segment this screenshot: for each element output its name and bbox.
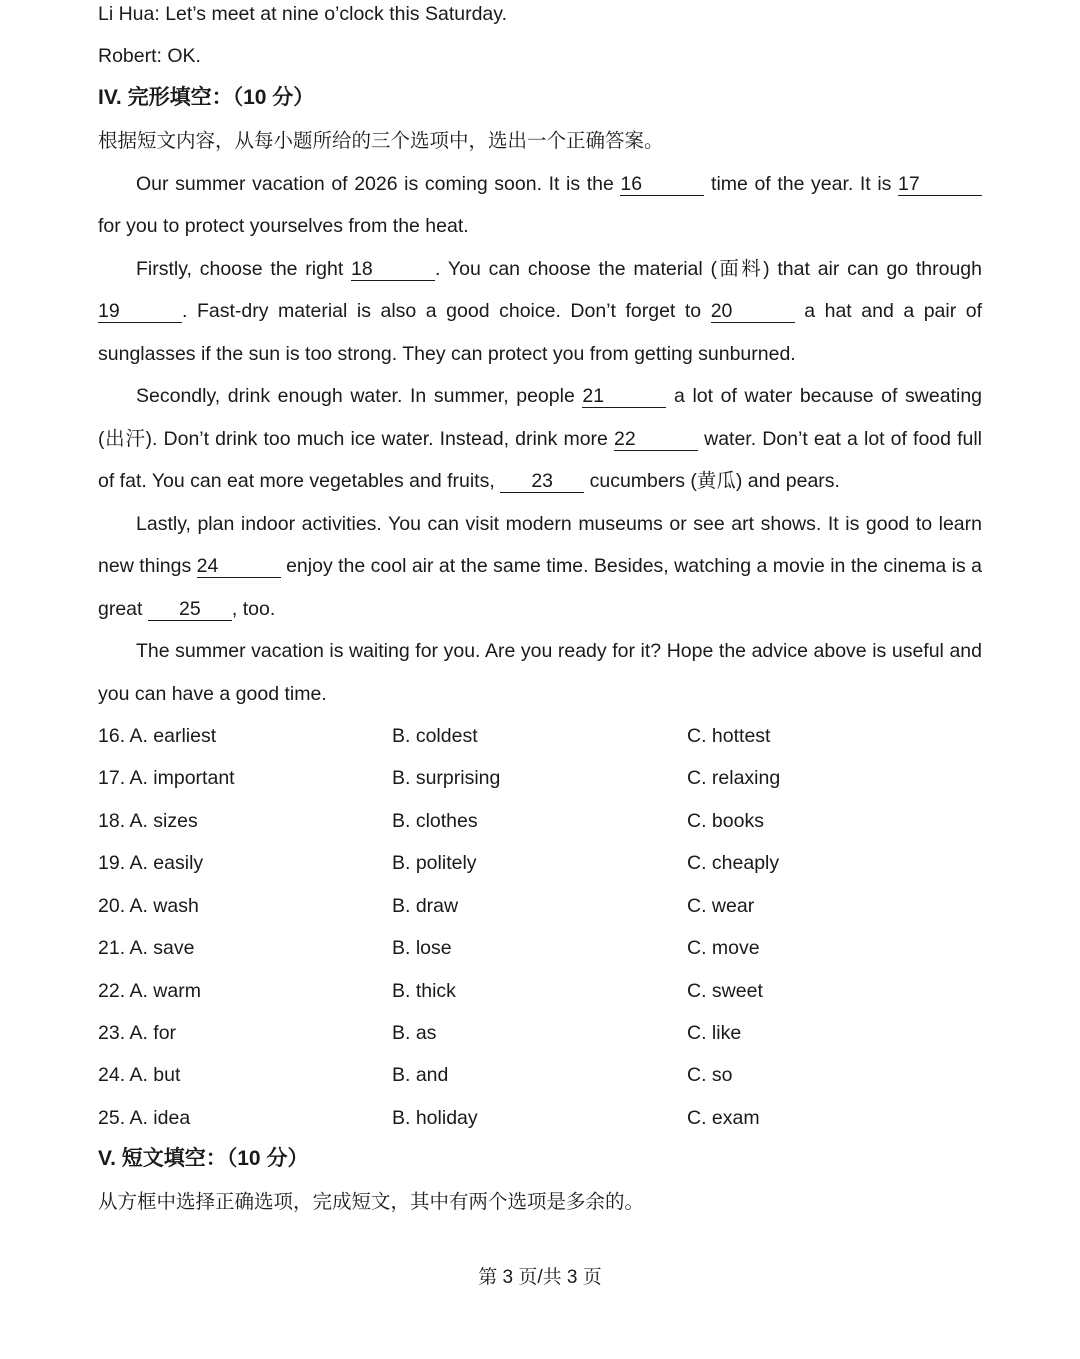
option-a: 19. A. easily (98, 852, 204, 874)
option-c: C. like (687, 1022, 742, 1044)
passage-line: for you to protect yourselves from the heat. (98, 215, 469, 237)
blank-19: 19 (98, 300, 182, 323)
option-b: B. politely (392, 852, 477, 874)
passage-line: Lastly, plan indoor activities. You can visit modern museums or see art shows. It is good to learn (136, 513, 982, 535)
option-b: B. clothes (392, 810, 478, 832)
passage-text: (出汗). Don’t drink too much ice water. Instead, drink more (98, 428, 608, 450)
option-c: C. relaxing (687, 767, 781, 789)
option-c: C. hottest (687, 725, 771, 747)
option-b: B. holiday (392, 1107, 478, 1129)
option-a: 21. A. save (98, 937, 195, 959)
passage-text: a hat and a pair of (804, 300, 983, 322)
section-iv-instruction: 根据短文内容，从每小题所给的三个选项中，选出一个正确答案。 (98, 130, 664, 152)
passage-line: you can have a good time. (98, 683, 327, 705)
passage-text: water. Don’t eat a lot of food full (704, 428, 983, 450)
section-v-heading: V. 短文填空：（10 分） (98, 1147, 309, 1170)
passage-text: . Fast-dry material is also a good choice. Don’t forget to (182, 300, 702, 322)
option-b: B. coldest (392, 725, 478, 747)
passage-text: time of the year. It is (711, 173, 892, 195)
blank-23: 23 (500, 470, 584, 493)
section-iv-heading: IV. 完形填空：（10 分） (98, 86, 315, 109)
passage-line (136, 171, 982, 197)
option-c: C. sweet (687, 980, 763, 1002)
option-c: C. wear (687, 895, 755, 917)
passage-line (98, 596, 275, 622)
passage-line (98, 553, 982, 579)
option-b: B. lose (392, 937, 452, 959)
blank-18: 18 (351, 258, 435, 281)
option-a: 23. A. for (98, 1022, 177, 1044)
option-a: 22. A. warm (98, 980, 201, 1002)
blank-22: 22 (614, 428, 698, 451)
passage-text: a lot of water because of sweating (674, 385, 983, 407)
passage-text: enjoy the cool air at the same time. Besides, watching a movie in the cinema is a (286, 555, 982, 577)
passage-line (98, 426, 982, 452)
passage-text: Secondly, drink enough water. In summer, people (136, 385, 575, 407)
passage-text: cucumbers (黄瓜) and pears. (589, 470, 840, 492)
option-c: C. cheaply (687, 852, 780, 874)
passage-line (98, 468, 840, 494)
blank-21: 21 (582, 385, 666, 408)
blank-25: 25 (148, 598, 232, 621)
option-a: 18. A. sizes (98, 810, 198, 832)
option-c: C. books (687, 810, 764, 832)
option-a: 16. A. earliest (98, 725, 217, 747)
blank-24: 24 (197, 555, 281, 578)
passage-text: , too. (231, 598, 276, 620)
section-v-instruction: 从方框中选择正确选项，完成短文，其中有两个选项是多余的。 (98, 1191, 645, 1213)
blank-17: 17 (898, 173, 982, 196)
option-b: B. and (392, 1064, 449, 1086)
passage-text: . You can choose the material (面料) that air can go through (435, 258, 982, 280)
passage-line: sunglasses if the sun is too strong. They can protect you from getting sunburned. (98, 343, 796, 365)
option-c: C. move (687, 937, 760, 959)
page-number-footer: 第 3 页/共 3 页 (478, 1267, 602, 1288)
option-a: 25. A. idea (98, 1107, 191, 1129)
option-b: B. draw (392, 895, 459, 917)
passage-line (136, 256, 982, 282)
passage-line (98, 298, 982, 324)
blank-20: 20 (711, 300, 795, 323)
blank-16: 16 (620, 173, 704, 196)
option-a: 20. A. wash (98, 895, 199, 917)
option-b: B. thick (392, 980, 456, 1002)
passage-text: new things (98, 555, 192, 577)
passage-line: The summer vacation is waiting for you. Are you ready for it? Hope the advice above is useful and (136, 640, 982, 662)
passage-text: Firstly, choose the right (136, 258, 344, 280)
option-c: C. exam (687, 1107, 760, 1129)
passage-text: of fat. You can eat more vegetables and fruits, (98, 470, 495, 492)
option-b: B. surprising (392, 767, 501, 789)
option-a: 17. A. important (98, 767, 235, 789)
dialogue-line-li-hua: Li Hua: Let’s meet at nine o’clock this Saturday. (98, 3, 507, 25)
passage-line (136, 383, 982, 409)
option-b: B. as (392, 1022, 437, 1044)
option-c: C. so (687, 1064, 733, 1086)
passage-text: great (98, 598, 143, 620)
option-a: 24. A. but (98, 1064, 181, 1086)
passage-text: Our summer vacation of 2026 is coming soon. It is the (136, 173, 614, 195)
dialogue-line-robert: Robert: OK. (98, 45, 201, 67)
